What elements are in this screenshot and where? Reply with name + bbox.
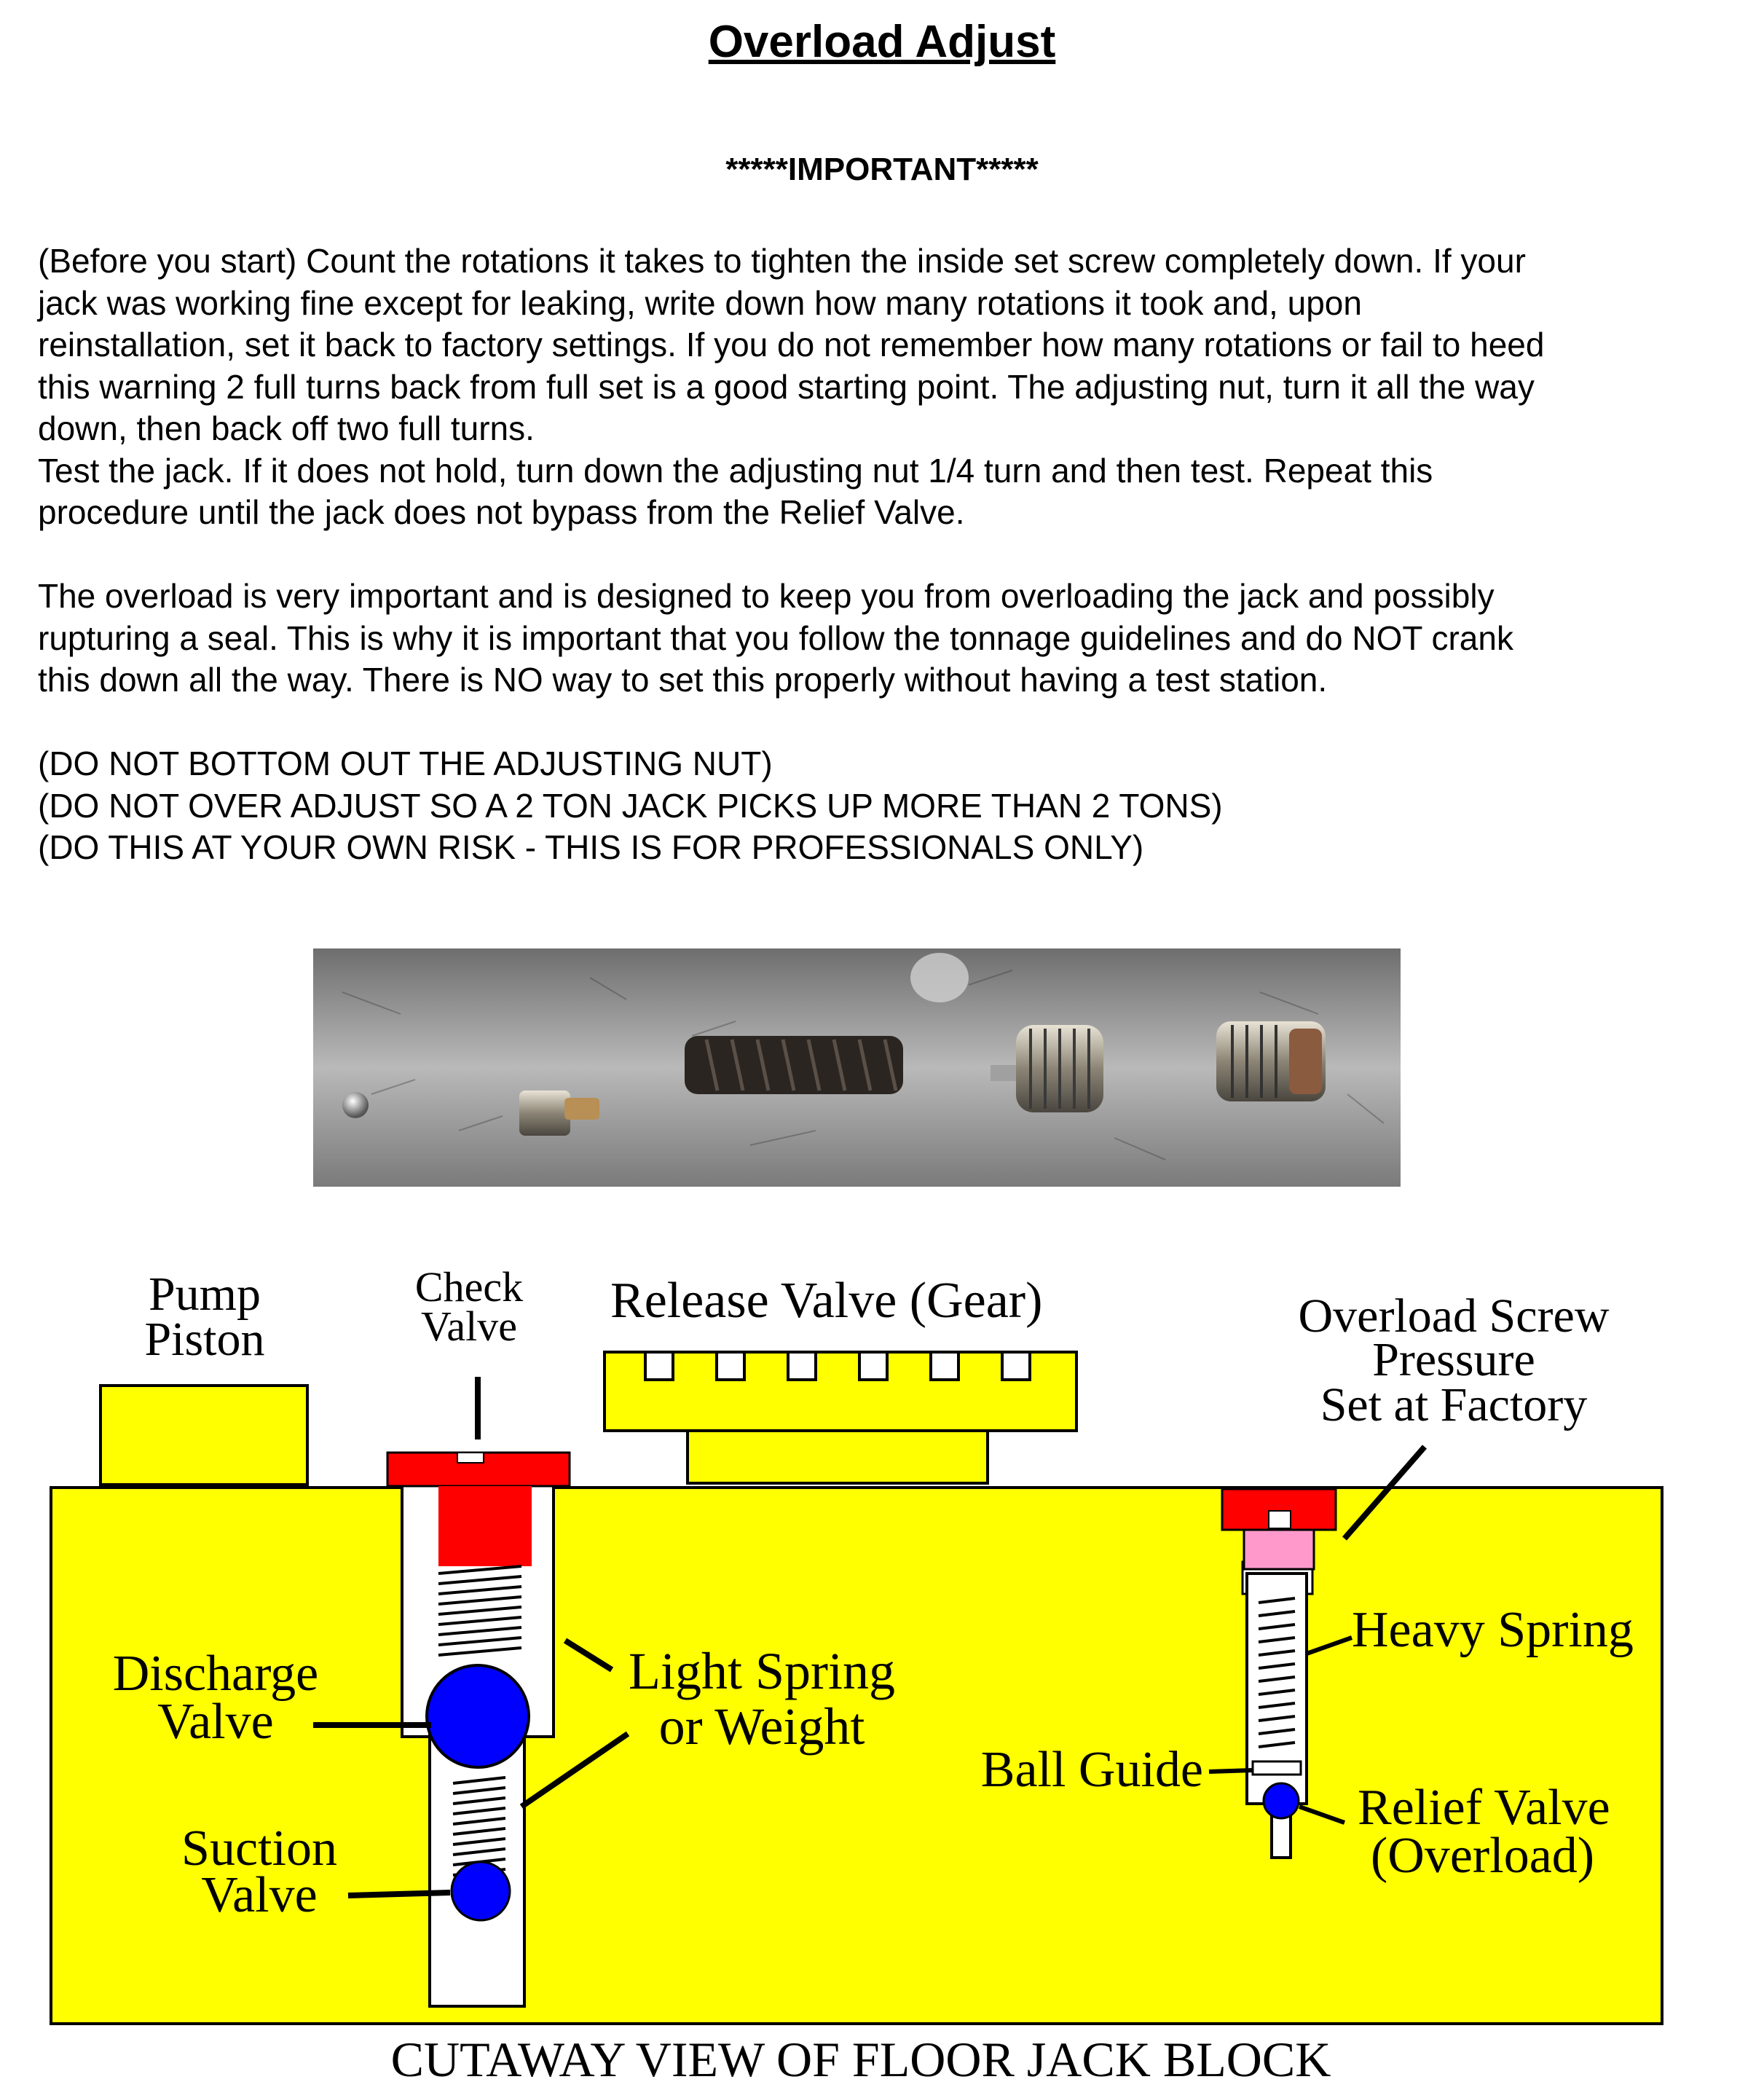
label-discharge-valve: Valve — [157, 1694, 274, 1750]
important-notice: *****IMPORTANT***** — [725, 152, 1039, 187]
text-line: procedure until the jack does not bypass from the Relief Valve. — [38, 493, 965, 531]
warning-line: (DO NOT OVER ADJUST SO A 2 TON JACK PICKS UP MORE THAN 2 TONS) — [38, 786, 1223, 825]
suction-valve-ball — [452, 1862, 510, 1920]
label-set-at-factory: Set at Factory — [1320, 1378, 1588, 1431]
label-overload-screw: Overload Screw — [1298, 1289, 1610, 1343]
drip — [910, 953, 969, 1002]
text-line: rupturing a seal. This is why it is important that you follow the tonnage guidelines and do NOT crank — [38, 618, 1513, 657]
label-check: Check — [414, 1268, 524, 1311]
text-line: The overload is very important and is designed to keep you from overloading the jack and possibly — [38, 577, 1495, 615]
overload-seat — [1244, 1530, 1314, 1569]
label-light-spring: Light Spring — [628, 1642, 896, 1700]
warnings-list — [38, 743, 1735, 869]
floor-jack-cutaway-diagram — [41, 1268, 1694, 2090]
paragraph-instructions — [38, 240, 1735, 534]
label-relief-valve: Relief Valve — [1358, 1780, 1610, 1836]
text-line: this warning 2 full turns back from full set is a good starting point. The adjusting nut, turn it all the way — [38, 367, 1535, 406]
warning-line: (DO NOT BOTTOM OUT THE ADJUSTING NUT) — [38, 745, 773, 782]
text-line: (Before you start) Count the rotations it takes to tighten the inside set screw completely down. If your — [38, 242, 1526, 280]
label-suction-valve: Valve — [201, 1867, 318, 1923]
label-suction: Suction — [181, 1820, 337, 1877]
label-pump: Pump — [148, 1268, 261, 1321]
label-pressure: Pressure — [1372, 1333, 1535, 1386]
text-line: this down all the way. There is NO way to set this properly without having a test station. — [38, 661, 1328, 699]
page-title: Overload Adjust — [708, 17, 1056, 67]
label-check-valve: Valve — [420, 1303, 518, 1350]
label-or-weight: or Weight — [658, 1697, 865, 1756]
ball-guide — [1253, 1761, 1301, 1775]
steel-ball — [342, 1092, 369, 1118]
check-valve-plug — [438, 1486, 532, 1566]
diagram-caption: CUTAWAY VIEW OF FLOOR JACK BLOCK — [390, 2032, 1331, 2087]
relief-valve-ball — [1264, 1783, 1299, 1818]
warning-line: (DO THIS AT YOUR OWN RISK - THIS IS FOR PROFESSIONALS ONLY) — [38, 828, 1144, 866]
label-release-valve: Release Valve (Gear) — [610, 1273, 1043, 1329]
release-valve-stem — [688, 1431, 988, 1483]
label-piston: Piston — [144, 1313, 265, 1366]
cap-slot — [457, 1453, 484, 1463]
text-line: Test the jack. If it does not hold, turn down the adjusting nut 1/4 turn and then test. Repeat this — [38, 451, 1433, 490]
label-discharge: Discharge — [112, 1646, 319, 1702]
label-heavy-spring: Heavy Spring — [1352, 1602, 1634, 1658]
overload-cap-slot — [1269, 1511, 1291, 1528]
adjusting-nut-part — [1216, 1021, 1326, 1101]
paragraph-overload-info — [38, 575, 1735, 702]
label-overload: (Overload) — [1371, 1828, 1595, 1884]
text-line: down, then back off two full turns. — [38, 409, 535, 447]
text-line: reinstallation, set it back to factory settings. If you do not remember how many rotations or fail to heed — [38, 326, 1545, 364]
discharge-valve-ball — [427, 1665, 529, 1767]
label-ball-guide: Ball Guide — [980, 1742, 1203, 1798]
spring-part — [685, 1036, 903, 1094]
text-line: jack was working fine except for leaking, write down how many rotations it took and, upon — [38, 283, 1362, 322]
jack-block — [51, 1488, 1662, 2024]
pump-piston — [101, 1386, 307, 1485]
valve-parts-photo — [313, 948, 1401, 1187]
